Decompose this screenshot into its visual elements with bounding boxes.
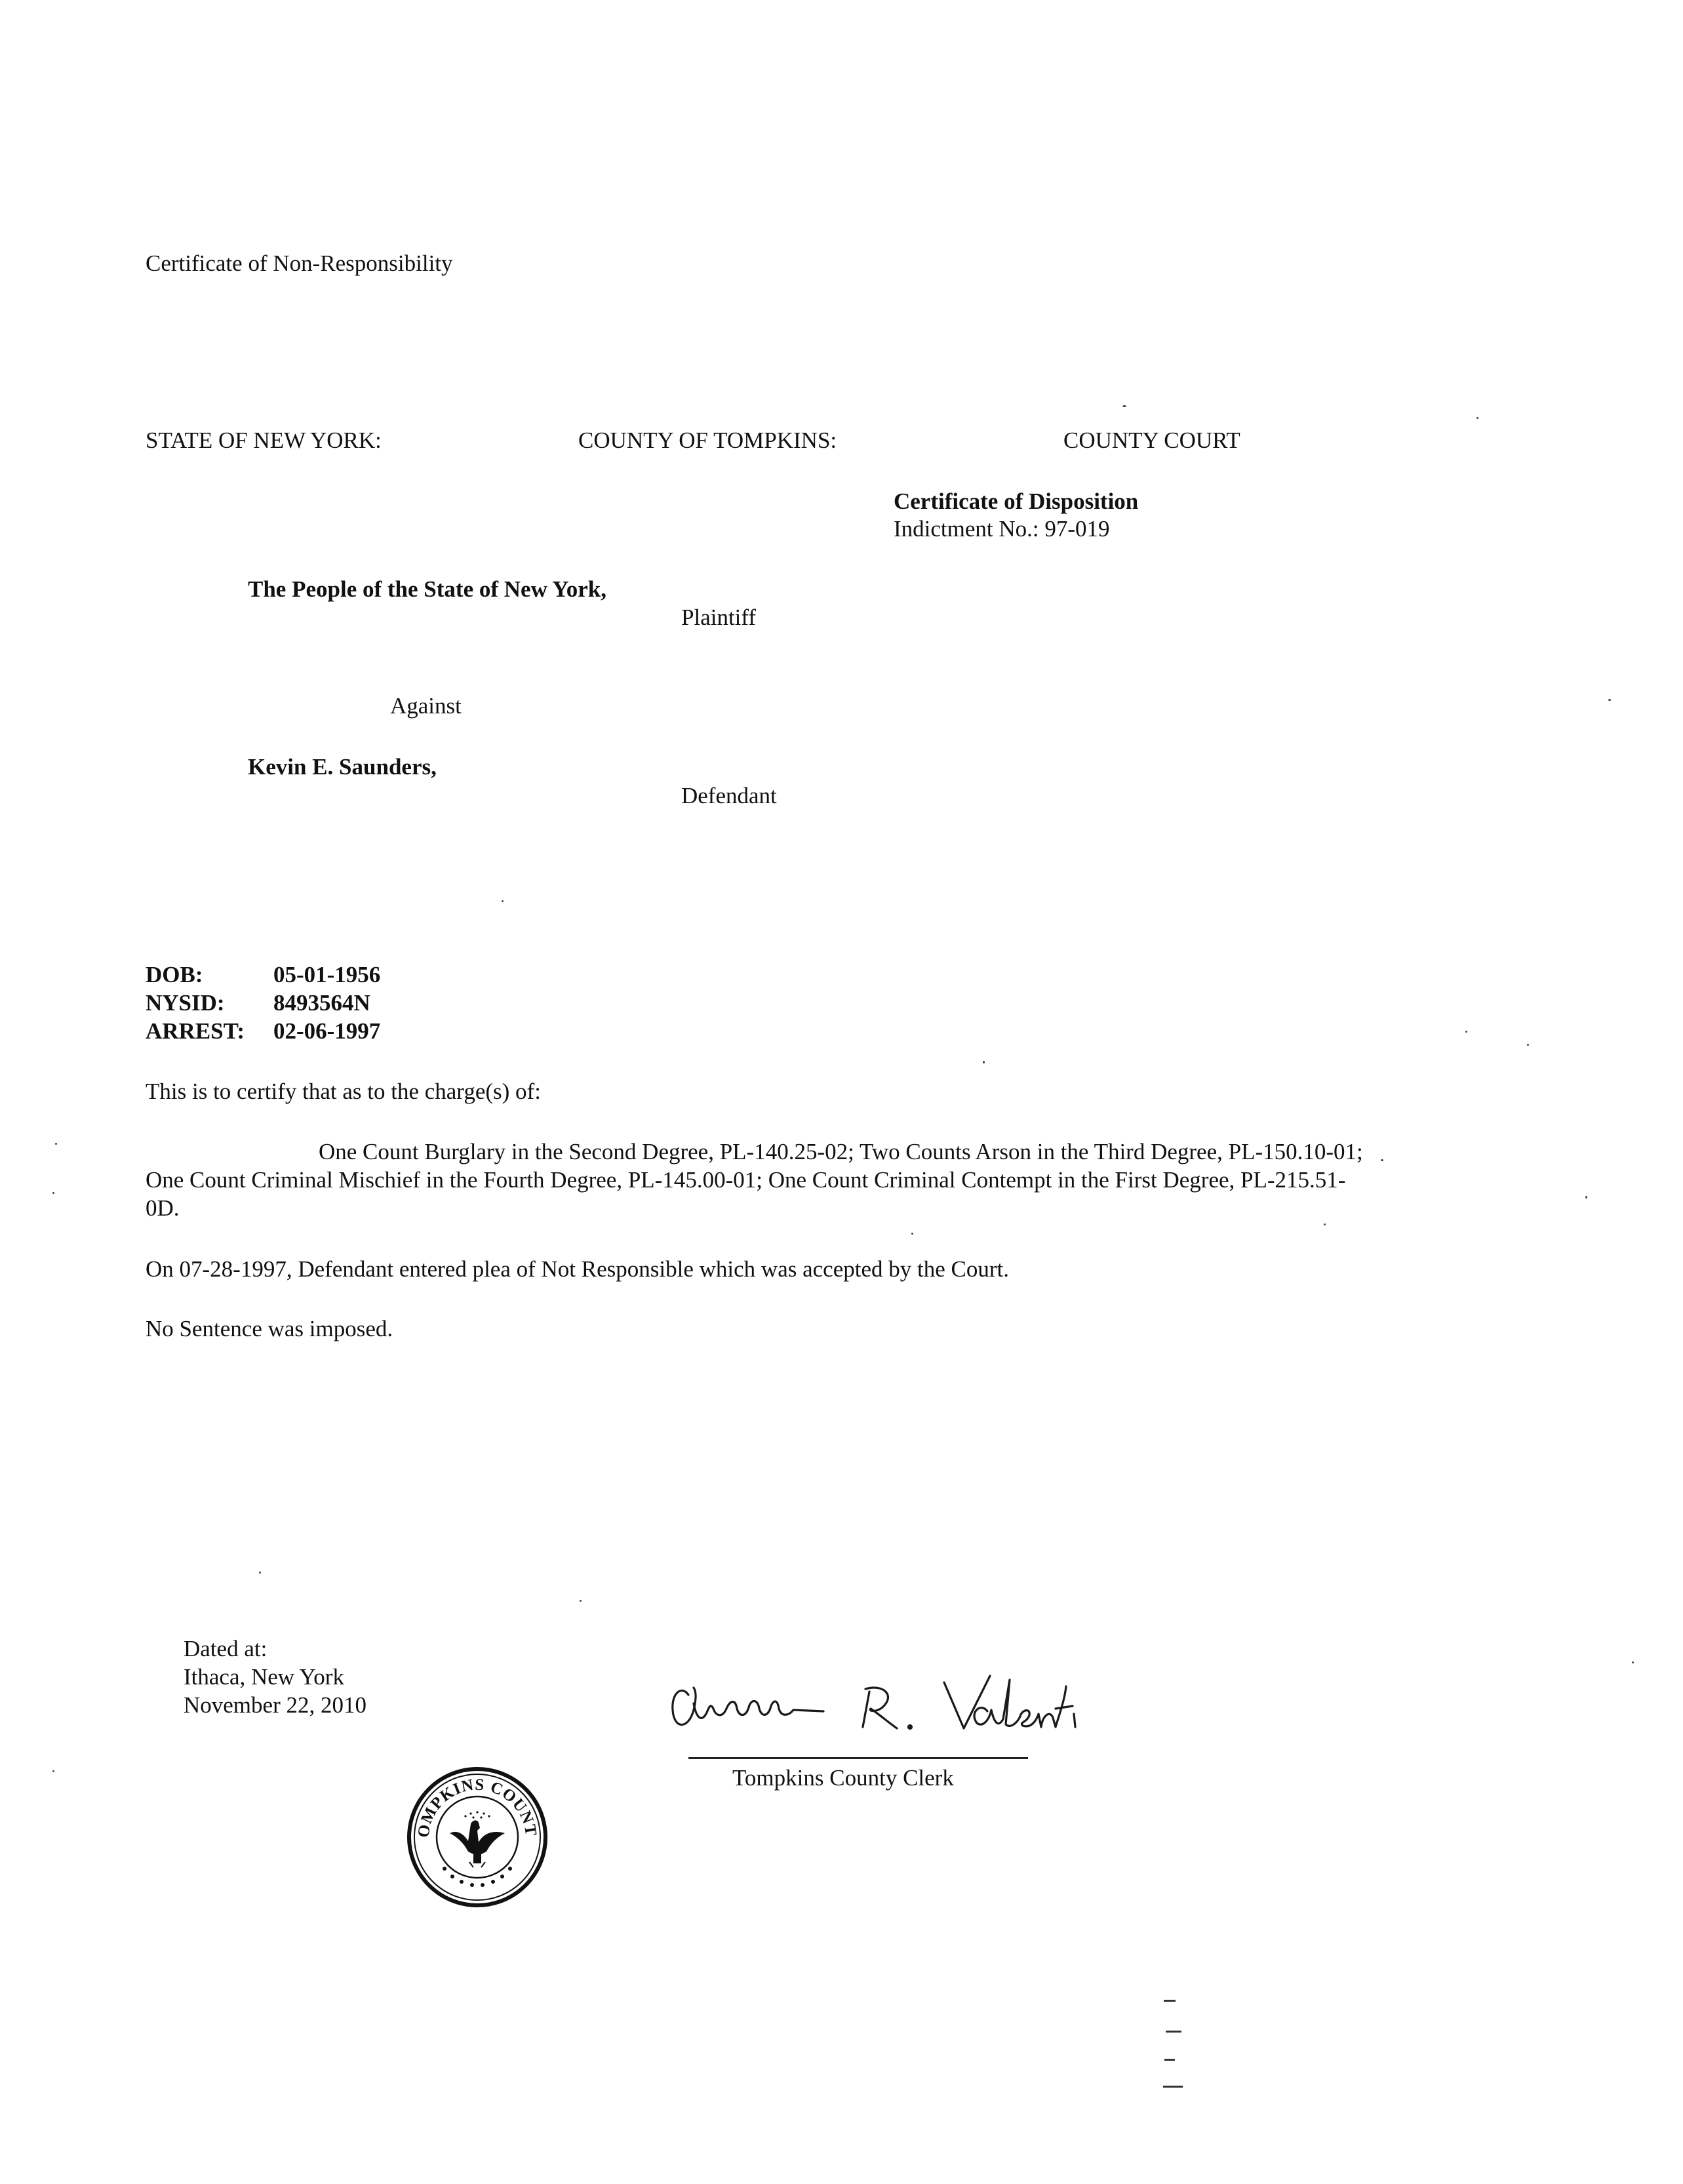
identifier-value: 05-01-1956 [273,962,381,987]
defendant-name: Kevin E. Saunders, [248,754,437,780]
indictment-number: Indictment No.: 97-019 [894,516,1110,542]
scan-speck [1122,405,1126,407]
plaintiff-role: Plaintiff [681,605,757,630]
signature-line [688,1757,1028,1759]
scan-speck [1465,1031,1467,1033]
identifier-row [146,989,370,1018]
venue-county: COUNTY OF TOMPKINS: [578,427,837,453]
scan-speck [55,1143,57,1145]
scan-speck [52,1770,54,1772]
plea-statement: On 07-28-1997, Defendant entered plea of Not Responsible which was accepted by the Court. [146,1256,1009,1282]
scan-speck [1324,1223,1326,1225]
charges-paragraph: One Count Burglary in the Second Degree, PL-140.25-02; Two Counts Arson in the Third Degree, PL-150.10-01; One Count Criminal Mischief in the Fourth Degree, PL-145.00-01; One Count Criminal Contempt in the First Degree, PL-215.51-0D. [146,1139,1363,1221]
identifier-label: ARREST: [146,1018,245,1044]
certificate-title: Certificate of Disposition [894,488,1139,514]
scan-speck [502,900,504,902]
scan-speck [259,1572,261,1574]
identifier-value: 02-06-1997 [273,1018,381,1044]
dated-label: Dated at: [184,1636,267,1661]
county-seal [405,1765,549,1909]
scan-speck [1608,699,1611,701]
plaintiff-name: The People of the State of New York, [248,576,606,602]
signatory-title: Tompkins County Clerk [732,1765,954,1791]
clerk-signature [662,1646,1082,1751]
signature-strokes [662,1646,1082,1751]
dated-place: Ithaca, New York [184,1664,344,1690]
scan-mark [1166,2031,1181,2033]
seal-graphic [405,1765,549,1909]
venue-court: COUNTY COURT [1063,427,1240,453]
certify-intro: This is to certify that as to the charge(s) of: [146,1079,541,1104]
identifier-value: 8493564N [273,990,370,1016]
scan-speck [580,1600,582,1602]
scan-mark [1164,2000,1176,2002]
scan-speck [983,1061,985,1063]
against-label: Against [390,693,462,719]
seal-text: OMPKINS COUNT [414,1776,540,1839]
scan-speck [911,1233,913,1235]
sentence-statement: No Sentence was imposed. [146,1316,393,1341]
scan-speck [1381,1159,1383,1161]
scan-speck [1585,1196,1587,1199]
scan-speck [1632,1661,1634,1663]
identifier-label: DOB: [146,962,203,987]
dated-date: November 22, 2010 [184,1692,366,1718]
scan-speck [1527,1044,1529,1046]
defendant-role: Defendant [681,783,777,808]
header-caption: Certificate of Non-Responsibility [146,250,453,276]
identifier-label: NYSID: [146,990,225,1016]
identifier-row [146,961,380,989]
identifier-row [146,1017,380,1046]
venue-state: STATE OF NEW YORK: [146,427,382,453]
scan-mark [1164,2059,1175,2061]
scan-speck [1476,417,1478,419]
scan-speck [52,1192,54,1194]
scan-mark [1163,2086,1183,2088]
